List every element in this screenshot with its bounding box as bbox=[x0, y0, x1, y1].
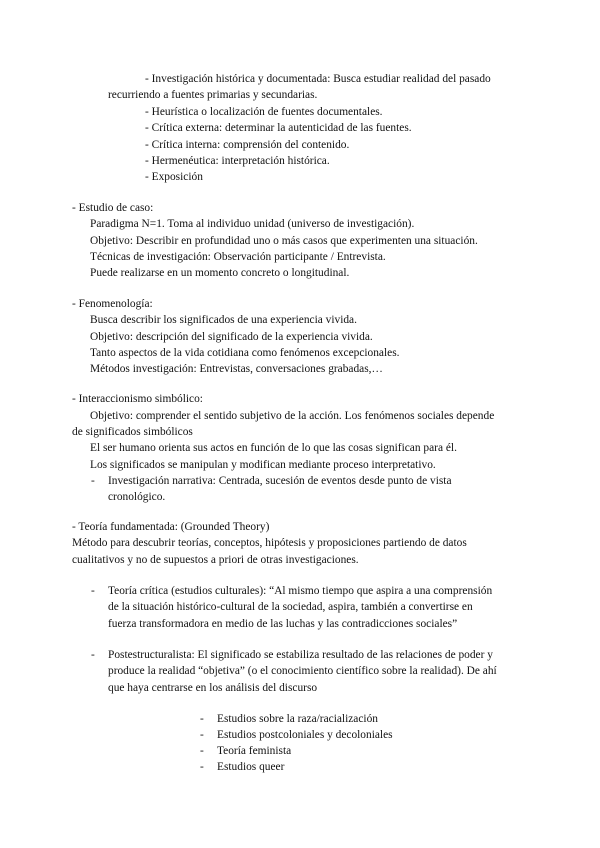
estudios-bullet-dash: - bbox=[200, 713, 204, 725]
estudio-caso-heading: - Estudio de caso: bbox=[72, 202, 154, 214]
estudio-caso-line: Puede realizarse en un momento concreto o longitudinal. bbox=[90, 267, 350, 279]
historia-item: - Crítica interna: comprensión del contenido. bbox=[145, 139, 350, 151]
teoria-critica-line: de la situación histórico-cultural de la sociedad, aspira, también a convertirse en bbox=[108, 601, 473, 613]
interaccionismo-objetivo-line-1: Objetivo: comprender el sentido subjetivo de la acción. Los fenómenos sociales depende bbox=[90, 410, 495, 422]
historia-item: - Exposición bbox=[145, 171, 203, 183]
teoria-critica-line: Teoría crítica (estudios culturales): “Al mismo tiempo que aspira a una comprensión bbox=[108, 585, 493, 597]
fenomenologia-line: Busca describir los significados de una experiencia vivida. bbox=[90, 314, 357, 326]
fenomenologia-line: Objetivo: descripción del significado de la experiencia vivida. bbox=[90, 331, 373, 343]
estudios-item: Estudios postcoloniales y decoloniales bbox=[217, 729, 393, 741]
teoria-critica-line: fuerza transformadora en medio de las luchas y las contradicciones sociales” bbox=[108, 618, 458, 630]
teoria-critica-bullet-dash: - bbox=[91, 585, 95, 597]
interaccionismo-ser-humano-line: El ser humano orienta sus actos en función de lo que las cosas significan para él. bbox=[90, 442, 457, 454]
teoria-fundamentada-line-2: cualitativos y no de supuestos a priori de otras investigaciones. bbox=[72, 554, 359, 566]
estudios-bullet-dash: - bbox=[200, 761, 204, 773]
interaccionismo-significados-line: Los significados se manipulan y modifican mediante proceso interpretativo. bbox=[90, 459, 436, 471]
estudios-bullet-dash: - bbox=[200, 729, 204, 741]
estudio-caso-line: Objetivo: Describir en profundidad uno o más casos que experimenten una situación. bbox=[90, 235, 478, 247]
historia-item: - Heurística o localización de fuentes documentales. bbox=[145, 106, 383, 118]
narrativa-bullet-dash: - bbox=[91, 475, 95, 487]
teoria-fundamentada-heading: - Teoría fundamentada: (Grounded Theory) bbox=[72, 521, 270, 533]
narrativa-line-1: Investigación narrativa: Centrada, sucesión de eventos desde punto de vista bbox=[108, 475, 452, 487]
estudios-item: Teoría feminista bbox=[217, 745, 292, 757]
interaccionismo-objetivo-line-2: de significados simbólicos bbox=[72, 426, 193, 438]
fenomenologia-heading: - Fenomenología: bbox=[72, 298, 153, 310]
historia-line-1: - Investigación histórica y documentada: Busca estudiar realidad del pasado bbox=[145, 73, 491, 85]
estudio-caso-line: Técnicas de investigación: Observación participante / Entrevista. bbox=[90, 251, 386, 263]
historia-item: - Hermenéutica: interpretación histórica. bbox=[145, 155, 330, 167]
postestructuralista-line: produce la realidad “objetiva” (o el conocimiento científico sobre la realidad). De ahí bbox=[108, 665, 497, 677]
estudio-caso-line: Paradigma N=1. Toma al individuo unidad (universo de investigación). bbox=[90, 218, 415, 230]
postestructuralista-bullet-dash: - bbox=[91, 649, 95, 661]
historia-line-2: recurriendo a fuentes primarias y secundarias. bbox=[108, 89, 318, 101]
estudios-item: Estudios sobre la raza/racialización bbox=[217, 713, 378, 725]
interaccionismo-heading: - Interaccionismo simbólico: bbox=[72, 393, 203, 405]
historia-item: - Crítica externa: determinar la autenticidad de las fuentes. bbox=[145, 122, 412, 134]
narrativa-line-2: cronológico. bbox=[108, 491, 166, 503]
teoria-fundamentada-line-1: Método para descubrir teorías, conceptos, hipótesis y proposiciones partiendo de datos bbox=[72, 537, 467, 549]
postestructuralista-line: que haya centrarse en los análisis del discurso bbox=[108, 682, 318, 694]
fenomenologia-line: Tanto aspectos de la vida cotidiana como fenómenos excepcionales. bbox=[90, 347, 400, 359]
estudios-item: Estudios queer bbox=[217, 761, 285, 773]
estudios-bullet-dash: - bbox=[200, 745, 204, 757]
fenomenologia-line: Métodos investigación: Entrevistas, conversaciones grabadas,… bbox=[90, 363, 383, 375]
postestructuralista-line: Postestructuralista: El significado se estabiliza resultado de las relaciones de poder y bbox=[108, 649, 493, 661]
